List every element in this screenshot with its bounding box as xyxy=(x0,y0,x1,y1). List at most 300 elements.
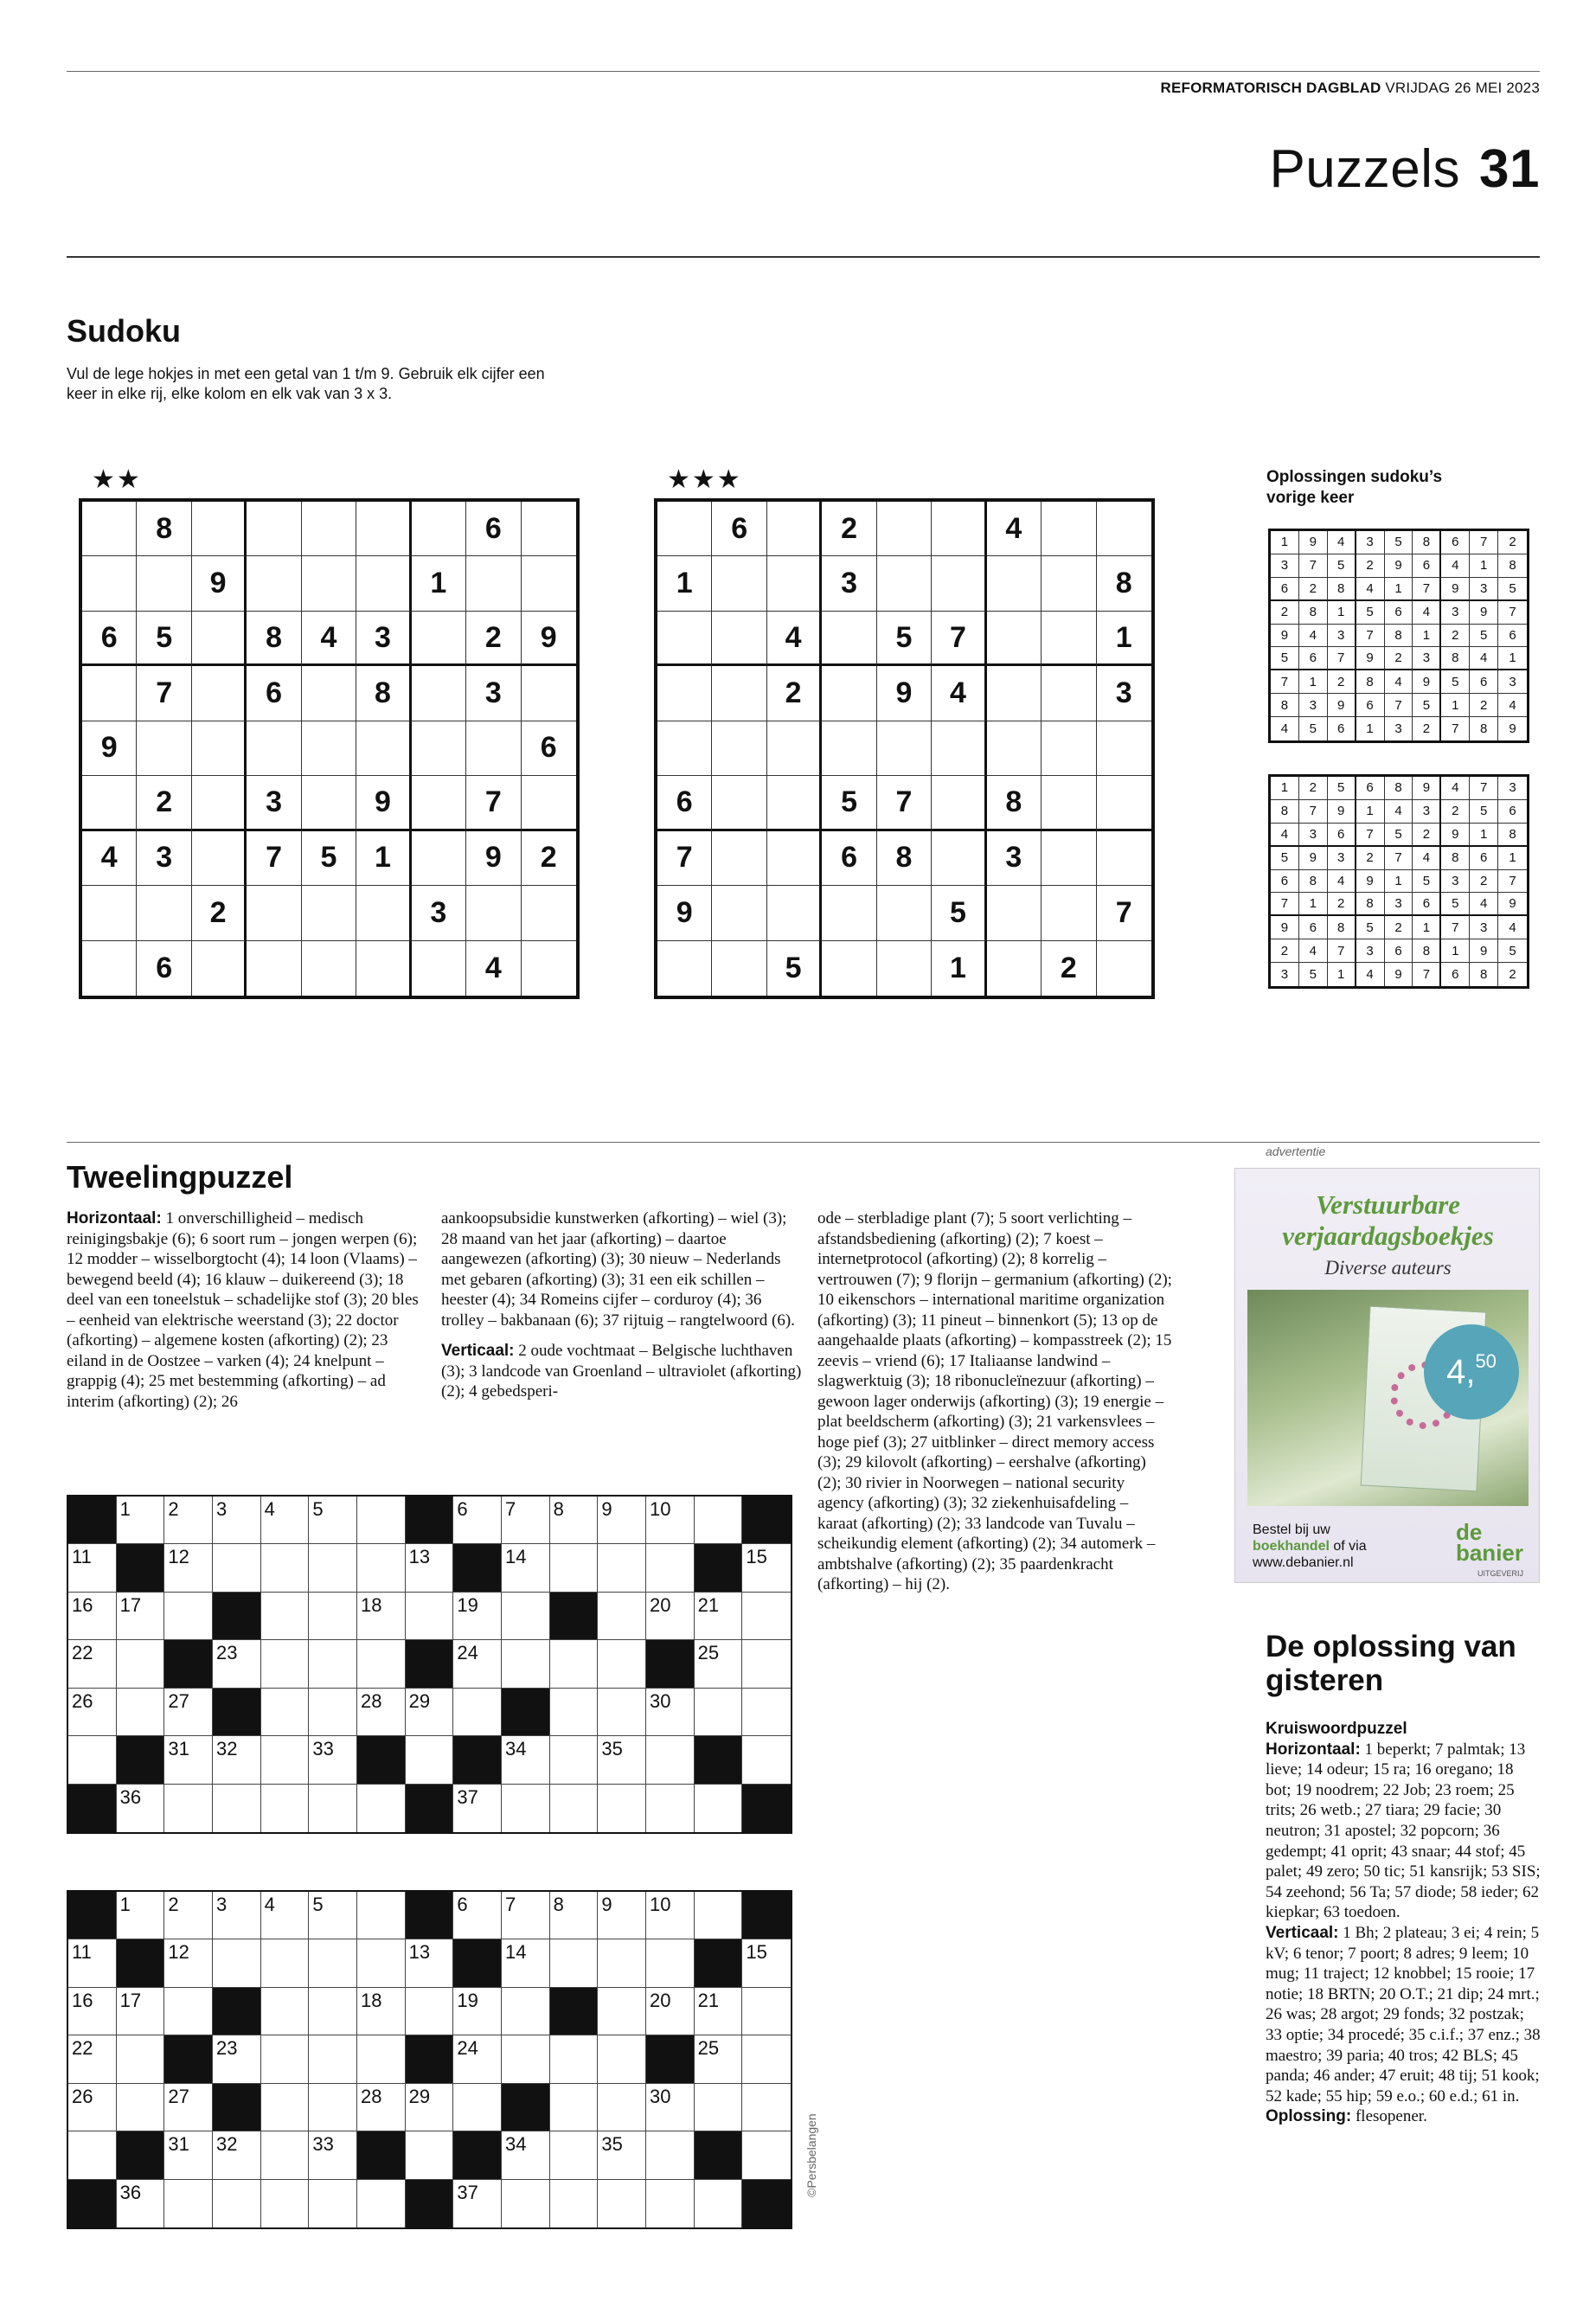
crossword1-cell[interactable] xyxy=(68,1544,117,1592)
crossword2-cell[interactable] xyxy=(357,1988,406,2035)
sudoku2-cell[interactable] xyxy=(1042,721,1096,776)
clue-number: 37 xyxy=(457,2181,478,2203)
crossword2-cell[interactable] xyxy=(213,2035,261,2083)
crossword1-cell[interactable] xyxy=(309,1785,357,1832)
crossword1-cell[interactable] xyxy=(598,1785,646,1832)
oplossing-o-lead: Oplossing: xyxy=(1266,2107,1352,2126)
sudoku1-cell[interactable] xyxy=(522,776,576,830)
crossword2-cell[interactable] xyxy=(117,2035,165,2083)
sudoku2-cell[interactable] xyxy=(657,612,712,666)
solution1-cell: 4 xyxy=(1498,694,1527,717)
sudoku1-cell[interactable] xyxy=(412,721,466,776)
crossword1-cell[interactable] xyxy=(598,1593,646,1640)
crossword1-cell[interactable] xyxy=(117,1593,165,1640)
sudoku2-cell[interactable] xyxy=(1042,612,1096,666)
crossword2-cell[interactable] xyxy=(453,2084,502,2131)
sudoku2-cell[interactable] xyxy=(822,666,876,721)
crossword1-cell[interactable] xyxy=(68,1689,117,1736)
crossword1-cell[interactable] xyxy=(453,1689,502,1736)
crossword1-cell[interactable] xyxy=(309,1689,357,1736)
sudoku2-cell[interactable] xyxy=(877,886,932,940)
sudoku2-cell[interactable] xyxy=(712,886,766,940)
clue-number: 15 xyxy=(746,1941,767,1964)
crossword1-cell[interactable] xyxy=(646,1497,695,1544)
sudoku1-cell[interactable] xyxy=(356,886,411,940)
crossword2-cell[interactable] xyxy=(164,1939,213,1987)
crossword1-cell[interactable] xyxy=(117,1640,165,1688)
crossword1-cell[interactable] xyxy=(309,1544,357,1592)
crossword2-cell[interactable] xyxy=(502,1939,550,1987)
crossword2-cell[interactable] xyxy=(550,2131,599,2179)
crossword2-cell[interactable] xyxy=(598,1892,646,1939)
clue-number: 24 xyxy=(457,1642,478,1664)
sudoku2-cell[interactable] xyxy=(822,941,876,996)
sudoku2-cell[interactable] xyxy=(767,886,822,940)
crossword1-cell[interactable] xyxy=(502,1785,550,1832)
solution2-cell: 6 xyxy=(1441,963,1470,986)
sudoku1-cell[interactable] xyxy=(82,776,137,830)
crossword1-cell[interactable] xyxy=(453,1593,502,1640)
sudoku1-cell[interactable] xyxy=(356,502,411,556)
sudoku2-cell[interactable] xyxy=(767,776,822,830)
sudoku2-cell[interactable] xyxy=(987,941,1042,996)
sudoku2-cell[interactable] xyxy=(987,556,1042,611)
sudoku1-cell[interactable] xyxy=(522,886,576,940)
crossword1-cell[interactable] xyxy=(502,1640,550,1688)
sudoku2-cell[interactable] xyxy=(1097,776,1151,830)
crossword2-cell[interactable] xyxy=(164,1892,213,1939)
crossword2-cell[interactable] xyxy=(213,1939,261,1987)
sudoku2-cell[interactable] xyxy=(932,721,986,776)
crossword2-cell[interactable] xyxy=(261,1892,310,1939)
sudoku2-cell[interactable] xyxy=(932,776,986,830)
crossword2-cell[interactable] xyxy=(164,1988,213,2035)
crossword2-cell[interactable] xyxy=(406,2084,454,2131)
crossword2-cell[interactable] xyxy=(598,2131,646,2179)
crossword1-cell[interactable] xyxy=(502,1736,550,1784)
sudoku1-cell[interactable] xyxy=(302,502,356,556)
sudoku1-cell[interactable] xyxy=(247,502,301,556)
crossword1-cell[interactable] xyxy=(695,1593,743,1640)
crossword1-cell[interactable] xyxy=(68,1640,117,1688)
crossword2-cell[interactable] xyxy=(695,2180,743,2227)
crossword2-cell[interactable] xyxy=(502,1892,550,1939)
crossword1-cell[interactable] xyxy=(261,1689,310,1736)
crossword1-cell[interactable] xyxy=(453,1785,502,1832)
sudoku2-cell[interactable] xyxy=(712,721,766,776)
solution2-cell: 9 xyxy=(1413,777,1441,800)
crossword2-cell[interactable] xyxy=(550,2180,599,2227)
sudoku1-cell[interactable] xyxy=(302,776,356,830)
sudoku1-cell[interactable] xyxy=(412,776,466,830)
sudoku1-cell[interactable] xyxy=(356,721,411,776)
sudoku2-cell[interactable] xyxy=(1097,502,1151,556)
sudoku1-cell[interactable] xyxy=(522,556,576,611)
crossword1-cell[interactable] xyxy=(213,1736,261,1784)
crossword2-cell[interactable] xyxy=(357,1939,406,1987)
sudoku2-cell[interactable] xyxy=(987,666,1042,721)
sudoku2-cell[interactable] xyxy=(1042,776,1096,830)
crossword1-cell[interactable] xyxy=(164,1689,213,1736)
sudoku2-cell[interactable] xyxy=(877,502,932,556)
mid-rule xyxy=(67,1142,1540,1143)
sudoku1-cell[interactable] xyxy=(302,886,356,940)
crossword1-cell[interactable] xyxy=(646,1593,695,1640)
crossword1-cell[interactable] xyxy=(742,1593,791,1640)
sudoku2-cell[interactable] xyxy=(712,941,766,996)
crossword2-cell[interactable] xyxy=(502,2131,550,2179)
crossword1-cell[interactable] xyxy=(598,1497,646,1544)
crossword2-cell[interactable] xyxy=(309,1892,357,1939)
sudoku2-cell[interactable] xyxy=(1042,666,1096,721)
ad-cta xyxy=(1253,1522,1367,1571)
sudoku1-cell[interactable] xyxy=(137,556,191,611)
sudoku1-cell[interactable] xyxy=(302,721,356,776)
clue-number: 24 xyxy=(457,2037,478,2060)
crossword2-cell[interactable] xyxy=(550,1892,599,1939)
crossword2-cell[interactable] xyxy=(406,1988,454,2035)
crossword1-cell[interactable] xyxy=(261,1736,310,1784)
sudoku2-cell[interactable] xyxy=(822,886,876,940)
crossword2-cell[interactable] xyxy=(598,2035,646,2083)
crossword1-cell[interactable] xyxy=(502,1593,550,1640)
crossword2-cell[interactable] xyxy=(646,1988,695,2035)
crossword1-cell[interactable] xyxy=(261,1544,310,1592)
sudoku2-cell[interactable] xyxy=(822,612,876,666)
crossword2-cell[interactable] xyxy=(646,1939,695,1987)
crossword2-cell[interactable] xyxy=(550,2035,599,2083)
crossword2-cell[interactable] xyxy=(164,2180,213,2227)
solution-grid-2 xyxy=(1268,774,1529,989)
sudoku2-cell[interactable] xyxy=(1042,886,1096,940)
crossword2-cell[interactable] xyxy=(309,2131,357,2179)
crossword2-cell[interactable] xyxy=(695,1988,743,2035)
sudoku1-cell[interactable] xyxy=(522,941,576,996)
sudoku2-cell[interactable] xyxy=(1097,831,1151,886)
solution1-cell: 5 xyxy=(1441,670,1470,694)
sudoku1-cell[interactable] xyxy=(466,556,521,611)
crossword1-cell[interactable] xyxy=(213,1785,261,1832)
crossword1-cell[interactable] xyxy=(357,1689,406,1736)
crossword1-cell[interactable] xyxy=(309,1497,357,1544)
sudoku2-cell[interactable] xyxy=(1097,941,1151,996)
crossword2-cell[interactable] xyxy=(598,2084,646,2131)
crossword1-cell[interactable] xyxy=(406,1689,454,1736)
crossword1-cell[interactable] xyxy=(406,1544,454,1592)
crossword1-cell[interactable] xyxy=(261,1640,310,1688)
sudoku1-cell[interactable] xyxy=(82,666,137,721)
crossword2-cell[interactable] xyxy=(695,2035,743,2083)
sudoku2-cell[interactable] xyxy=(987,612,1042,666)
sudoku2-cell[interactable] xyxy=(657,721,712,776)
crossword1-cell[interactable] xyxy=(117,1689,165,1736)
crossword2-cell[interactable] xyxy=(357,1892,406,1939)
crossword1-cell[interactable] xyxy=(550,1544,599,1592)
crossword1-cell[interactable] xyxy=(357,1593,406,1640)
crossword2-cell[interactable] xyxy=(261,1939,310,1987)
crossword2-cell[interactable] xyxy=(502,1988,550,2035)
crossword2-cell[interactable] xyxy=(213,2180,261,2227)
solution1-cell: 3 xyxy=(1385,717,1413,740)
sudoku1-cell[interactable] xyxy=(82,886,137,940)
sudoku2-cell[interactable] xyxy=(657,666,712,721)
crossword2-black-cell xyxy=(117,2131,165,2179)
sudoku1-cell[interactable] xyxy=(412,502,466,556)
crossword1-black-cell xyxy=(502,1689,550,1736)
crossword1-cell[interactable] xyxy=(598,1689,646,1736)
sudoku1-cell[interactable] xyxy=(247,941,301,996)
crossword1-cell[interactable] xyxy=(357,1497,406,1544)
sudoku2-cell[interactable] xyxy=(877,721,932,776)
crossword1-cell[interactable] xyxy=(550,1689,599,1736)
crossword2-cell[interactable] xyxy=(695,2084,743,2131)
sudoku2-cell[interactable] xyxy=(987,721,1042,776)
crossword2-cell[interactable] xyxy=(309,2180,357,2227)
sudoku2-cell[interactable] xyxy=(712,831,766,886)
crossword1-cell[interactable] xyxy=(453,1497,502,1544)
crossword2-cell[interactable] xyxy=(68,1939,117,1987)
sudoku2-cell[interactable] xyxy=(712,776,766,830)
crossword1-cell[interactable] xyxy=(598,1736,646,1784)
crossword1-cell[interactable] xyxy=(357,1544,406,1592)
crossword1-cell[interactable] xyxy=(164,1593,213,1640)
crossword1-cell[interactable] xyxy=(213,1640,261,1688)
sudoku1-cell[interactable] xyxy=(302,556,356,611)
crossword2-cell[interactable] xyxy=(742,2131,791,2179)
sudoku1-cell[interactable] xyxy=(466,886,521,940)
crossword1-cell[interactable] xyxy=(646,1689,695,1736)
sudoku2-cell[interactable] xyxy=(932,556,986,611)
crossword2-cell[interactable] xyxy=(742,1939,791,1987)
sudoku1-cell[interactable] xyxy=(82,502,137,556)
sudoku1-cell[interactable] xyxy=(466,721,521,776)
crossword2-cell[interactable] xyxy=(550,1939,599,1987)
crossword1-cell[interactable] xyxy=(742,1640,791,1688)
crossword2-cell[interactable] xyxy=(406,2131,454,2179)
sudoku1-cell[interactable] xyxy=(192,776,247,830)
sudoku1-cell[interactable] xyxy=(192,831,247,886)
crossword2-cell[interactable] xyxy=(598,2180,646,2227)
sudoku1-cell[interactable] xyxy=(137,721,191,776)
crossword2-cell[interactable] xyxy=(117,2084,165,2131)
crossword2-cell[interactable] xyxy=(406,1939,454,1987)
crossword1-cell[interactable] xyxy=(309,1640,357,1688)
crossword1-cell[interactable] xyxy=(550,1497,599,1544)
sudoku2-cell[interactable] xyxy=(932,831,986,886)
crossword1-cell[interactable] xyxy=(164,1785,213,1832)
crossword2-cell[interactable] xyxy=(646,2084,695,2131)
crossword2-cell[interactable] xyxy=(261,2180,310,2227)
crossword1-cell[interactable] xyxy=(261,1497,310,1544)
crossword2-cell[interactable] xyxy=(502,2180,550,2227)
crossword2-cell[interactable] xyxy=(598,1939,646,1987)
crossword1-cell[interactable] xyxy=(742,1689,791,1736)
crossword1-cell[interactable] xyxy=(646,1544,695,1592)
crossword2-cell[interactable] xyxy=(309,1939,357,1987)
ad-cta-link[interactable]: boekhandel xyxy=(1253,1539,1330,1554)
crossword1-cell[interactable] xyxy=(502,1497,550,1544)
crossword2-cell[interactable] xyxy=(357,2180,406,2227)
sudoku1-cell[interactable] xyxy=(356,941,411,996)
crossword1-cell[interactable] xyxy=(406,1736,454,1784)
sudoku1-cell[interactable] xyxy=(82,556,137,611)
sudoku1-cell[interactable] xyxy=(82,941,137,996)
crossword2-cell[interactable] xyxy=(261,2035,310,2083)
crossword1-cell[interactable] xyxy=(164,1736,213,1784)
crossword1-cell[interactable] xyxy=(695,1785,743,1832)
crossword1-cell[interactable] xyxy=(695,1689,743,1736)
sudoku2-cell[interactable] xyxy=(1097,721,1151,776)
sudoku1-cell[interactable] xyxy=(192,612,247,666)
sudoku2-cell[interactable] xyxy=(1042,831,1096,886)
sudoku1-cell[interactable] xyxy=(412,666,466,721)
crossword-grid-2 xyxy=(67,1890,792,2229)
crossword2-black-cell xyxy=(117,1939,165,1987)
crossword1-cell[interactable] xyxy=(117,1785,165,1832)
crossword2-cell[interactable] xyxy=(502,2035,550,2083)
crossword2-cell[interactable] xyxy=(261,2084,310,2131)
sudoku2-cell[interactable] xyxy=(712,612,766,666)
sudoku2-cell[interactable] xyxy=(657,941,712,996)
crossword1-cell[interactable] xyxy=(550,1640,599,1688)
sudoku1-cell[interactable] xyxy=(247,721,301,776)
crossword1-cell[interactable] xyxy=(309,1593,357,1640)
solution1-cell: 9 xyxy=(1413,670,1441,694)
crossword2-cell[interactable] xyxy=(695,1892,743,1939)
crossword2-cell[interactable] xyxy=(309,2084,357,2131)
sudoku1-cell: 2 xyxy=(192,886,247,940)
sudoku2-cell[interactable] xyxy=(767,556,822,611)
sudoku2-cell[interactable] xyxy=(987,886,1042,940)
crossword2-cell[interactable] xyxy=(309,2035,357,2083)
sudoku1-cell[interactable] xyxy=(302,941,356,996)
sudoku1-cell[interactable] xyxy=(412,612,466,666)
sudoku1-cell[interactable] xyxy=(522,666,576,721)
crossword2-cell[interactable] xyxy=(68,2084,117,2131)
sudoku1-cell[interactable] xyxy=(412,941,466,996)
crossword2-cell[interactable] xyxy=(598,1988,646,2035)
crossword1-cell[interactable] xyxy=(357,1785,406,1832)
sudoku2-cell[interactable] xyxy=(1042,556,1096,611)
crossword2-cell[interactable] xyxy=(68,2035,117,2083)
clue-number: 33 xyxy=(312,1738,334,1760)
crossword1-cell[interactable] xyxy=(68,1736,117,1784)
crossword2-cell[interactable] xyxy=(164,2131,213,2179)
clue-text-4: ode – sterbladige plant (7); 5 soort verlichting – afstandsbediening (afkorting) (2); 7 koest – internetprotocol (afkorting) (2); 8 korrelig – vertrouwen (7); 9 florijn – germanium (afkorting) (2); 10 eikenschors – international maritime organization (afkorting) (3); 11 pineut – binnenkort (5); 13 op de aangehaalde plaats (afkorting) – kompasstreek (2); 15 zeevis – vriend (6); 17 Italiaanse landwind – slagwerktuig (3); 18 ribonucleïnezuur (afkorting) – gewoon lager onderwijs (afkorting) (3); 19 energie – plat beeldscherm (afkorting) (3); 21 varkensvlees – hoge pief (3); 27 uitblinker – direct memory access (3); 29 kilovolt (afkorting) – eershalve (afkorting) (2); 30 rivier in Noorwegen – national security agency (afkorting) (3); 32 ziekenhuisafdeling – karaat (afkorting) (2); 33 landcode van Tuvalu – scheikundig element (afkorting) (2); 34 automerk – ambtshalve (afkorting) (2); 35 paardenkracht (afkorting) – hij (2). xyxy=(817,1209,1172,1593)
sudoku1-cell[interactable] xyxy=(192,666,247,721)
crossword2-cell[interactable] xyxy=(117,2180,165,2227)
crossword2-cell[interactable] xyxy=(742,1988,791,2035)
crossword2-cell[interactable] xyxy=(68,1988,117,2035)
crossword1-cell[interactable] xyxy=(695,1497,743,1544)
sudoku1-cell: 6 xyxy=(247,666,301,721)
crossword1-cell[interactable] xyxy=(261,1593,310,1640)
crossword2-cell[interactable] xyxy=(213,2131,261,2179)
crossword1-cell[interactable] xyxy=(742,1736,791,1784)
advertisement[interactable] xyxy=(1234,1168,1540,1583)
sudoku2-cell[interactable] xyxy=(712,556,766,611)
crossword2-cell[interactable] xyxy=(646,2131,695,2179)
sudoku2-cell[interactable] xyxy=(877,556,932,611)
sudoku1-cell[interactable] xyxy=(192,502,247,556)
crossword2-cell[interactable] xyxy=(357,2084,406,2131)
crossword1-cell[interactable] xyxy=(646,1736,695,1784)
sudoku2-cell[interactable] xyxy=(877,941,932,996)
sudoku1-cell: 3 xyxy=(137,831,191,886)
crossword1-cell[interactable] xyxy=(117,1497,165,1544)
crossword1-cell[interactable] xyxy=(646,1785,695,1832)
crossword2-cell[interactable] xyxy=(117,1892,165,1939)
crossword1-cell[interactable] xyxy=(453,1640,502,1688)
crossword2-cell[interactable] xyxy=(453,2180,502,2227)
sudoku2-cell[interactable] xyxy=(712,666,766,721)
crossword2-cell[interactable] xyxy=(453,1988,502,2035)
sudoku2-cell[interactable] xyxy=(657,502,712,556)
crossword2-cell[interactable] xyxy=(68,2131,117,2179)
crossword1-black-cell xyxy=(213,1689,261,1736)
crossword2-cell[interactable] xyxy=(309,1988,357,2035)
sudoku2-cell[interactable] xyxy=(767,721,822,776)
crossword2-cell[interactable] xyxy=(164,2084,213,2131)
crossword1-cell[interactable] xyxy=(213,1497,261,1544)
crossword2-cell[interactable] xyxy=(213,1892,261,1939)
crossword2-cell[interactable] xyxy=(646,1892,695,1939)
crossword2-cell[interactable] xyxy=(550,2084,599,2131)
sudoku1-cell[interactable] xyxy=(356,556,411,611)
ad-url[interactable]: www.debanier.nl xyxy=(1253,1555,1354,1570)
sudoku1-cell[interactable] xyxy=(522,502,576,556)
crossword2-cell[interactable] xyxy=(261,1988,310,2035)
crossword1-cell[interactable] xyxy=(598,1544,646,1592)
sudoku1-cell[interactable] xyxy=(302,666,356,721)
crossword1-cell[interactable] xyxy=(261,1785,310,1832)
sudoku2-cell[interactable] xyxy=(767,831,822,886)
sudoku2-cell[interactable] xyxy=(822,721,876,776)
crossword1-cell[interactable] xyxy=(695,1640,743,1688)
crossword2-cell[interactable] xyxy=(453,2035,502,2083)
solution1-cell: 3 xyxy=(1299,694,1328,717)
sudoku2-cell[interactable] xyxy=(1042,502,1096,556)
crossword1-cell[interactable] xyxy=(550,1736,599,1784)
sudoku2-cell[interactable] xyxy=(932,502,986,556)
crossword1-cell[interactable] xyxy=(213,1544,261,1592)
crossword2-cell[interactable] xyxy=(453,1892,502,1939)
sudoku1-cell[interactable] xyxy=(192,721,247,776)
crossword2-cell[interactable] xyxy=(742,2084,791,2131)
sudoku2-cell[interactable] xyxy=(767,502,822,556)
crossword1-cell[interactable] xyxy=(68,1593,117,1640)
sudoku1-cell[interactable] xyxy=(247,886,301,940)
sudoku1-cell[interactable] xyxy=(412,831,466,886)
crossword1-cell[interactable] xyxy=(406,1593,454,1640)
crossword1-cell[interactable] xyxy=(309,1736,357,1784)
crossword2-cell[interactable] xyxy=(742,2035,791,2083)
crossword1-cell[interactable] xyxy=(550,1785,599,1832)
crossword2-cell[interactable] xyxy=(646,2180,695,2227)
sudoku1-cell[interactable] xyxy=(247,556,301,611)
crossword2-cell[interactable] xyxy=(357,2035,406,2083)
crossword1-cell[interactable] xyxy=(164,1544,213,1592)
crossword2-cell[interactable] xyxy=(261,2131,310,2179)
crossword1-cell[interactable] xyxy=(164,1497,213,1544)
crossword1-cell[interactable] xyxy=(598,1640,646,1688)
crossword1-cell[interactable] xyxy=(357,1640,406,1688)
crossword1-cell[interactable] xyxy=(742,1544,791,1592)
sudoku1-cell[interactable] xyxy=(137,886,191,940)
crossword1-cell[interactable] xyxy=(502,1544,550,1592)
crossword2-cell[interactable] xyxy=(117,1988,165,2035)
sudoku1-cell[interactable] xyxy=(192,941,247,996)
